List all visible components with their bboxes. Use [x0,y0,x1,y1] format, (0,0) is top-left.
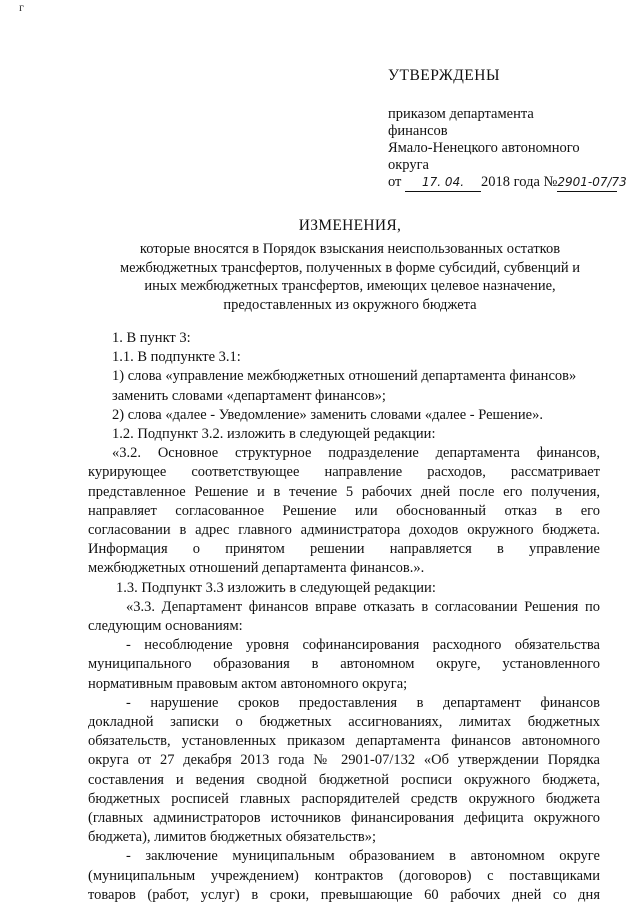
subtitle-line: иных межбюджетных трансфертов, имеющих целевое назначение, [144,278,556,295]
order-line: округа [388,157,429,173]
body-line: обязательств, установленных приказом департамента финансов автономного [88,733,600,750]
body-line: - нарушение сроков предоставления в департамент финансов [126,694,600,711]
body-line: докладной записки о бюджетных ассигнованиях, лимитах бюджетных [88,714,600,731]
body-line: межбюджетных отношений департамента финансов.». [88,560,425,577]
body-line: 1. В пункт 3: [112,330,191,346]
order-line: Ямало-Ненецкого автономного [388,140,580,156]
corner-mark: г [19,0,24,14]
document-body [88,329,600,905]
body-line: курирующее соответствующее направление расходов, рассматривает [88,464,600,481]
order-line: приказом департамента [388,106,534,122]
body-line: нормативным правовым актом автономного округа; [88,675,408,692]
year-text: 2018 года № [481,174,558,190]
subtitle-line: которые вносятся в Порядок взыскания неиспользованных остатков [139,241,561,257]
body-line: согласовании в адрес главного администратора доходов окружного бюджета. [88,522,600,539]
body-line: составления и ведения сводной бюджетной росписи окружного бюджета, [88,771,600,788]
document-title: ИЗМЕНЕНИЯ, [298,217,402,234]
document-subtitle [90,240,610,315]
body-line: (муниципальным учреждением) контрактов (договоров) с поставщиками [88,867,600,884]
body-line: 1.2. Подпункт 3.2. изложить в следующей редакции: [112,426,436,443]
subtitle-line: предоставленных из окружного бюджета [223,297,477,314]
body-line: 1.1. В подпункте 3.1: [112,349,241,366]
body-line: 2) слова «далее - Уведомление» заменить словами «далее - Решение». [112,406,543,423]
body-line: направляет согласованное Решение или обоснованный отказ в его [88,502,600,519]
body-line: бюджетных росписей главных распорядителей средств окружного бюджета [88,790,600,807]
body-line: (главных администраторов источников финансирования дефицита окружного [88,810,600,827]
body-line: представленное Решение и в течение 5 рабочих дней после его получения, [88,483,600,500]
handwritten-number: 2901-07/73 [557,174,617,192]
body-line: бюджета), лимитов бюджетных обязательств»; [88,829,377,846]
order-reference [388,106,628,192]
body-line: - заключение муниципальным образованием в автономном округе [126,848,600,865]
body-line: 1.3. Подпункт 3.3 изложить в следующей редакции: [116,579,436,596]
approved-heading: УТВЕРЖДЕНЫ [388,67,500,84]
body-line: Информация о принятом решении направляется в управление [88,541,600,558]
order-date-line [388,174,628,192]
body-line: «3.2. Основное структурное подразделение департамента финансов, [112,445,600,462]
handwritten-date: 17. 04. [405,174,481,192]
body-line: заменить словами «департамент финансов»; [112,387,386,404]
body-line: 1) слова «управление межбюджетных отношений департамента финансов» [112,368,577,385]
order-line: финансов [388,123,448,139]
subtitle-line: межбюджетных трансфертов, полученных в форме субсидий, субвенций и [119,259,581,276]
body-line: «3.3. Департамент финансов вправе отказать в согласовании Решения по [126,598,600,615]
body-line: муниципального образования в автономном округе, установленного [88,656,600,673]
body-line: - несоблюдение уровня софинансирования расходного обязательства [126,637,600,654]
body-line: товаров (работ, услуг) в сроки, превышающие 60 рабочих дней со дня [88,886,600,903]
date-prefix: от [388,174,402,190]
body-line: округа от 27 декабря 2013 года № 2901-07/132 «Об утверждении Порядка [88,752,600,769]
body-line: следующим основаниям: [88,618,243,635]
